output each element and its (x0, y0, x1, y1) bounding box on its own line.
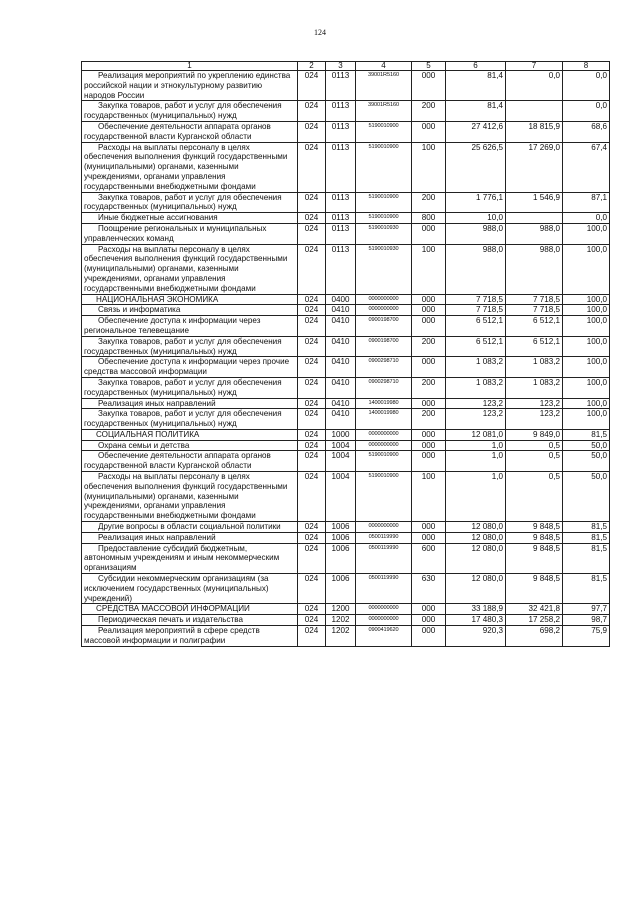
gr-code-cell: 024 (298, 223, 326, 244)
target-article-code-cell: 0000000000 (356, 615, 412, 626)
expense-name-cell: СОЦИАЛЬНАЯ ПОЛИТИКА (82, 429, 298, 440)
expense-type-code-cell: 000 (412, 604, 446, 615)
planned-amount-cell: 10,0 (446, 213, 506, 224)
actual-amount-cell: 123,2 (506, 409, 563, 430)
gr-code-cell: 024 (298, 244, 326, 294)
target-article-code-cell: 5190010900 (356, 192, 412, 213)
gr-code-cell: 024 (298, 440, 326, 451)
section-code-cell: 0410 (326, 316, 356, 337)
section-code-cell: 0410 (326, 398, 356, 409)
section-code-cell: 1202 (326, 615, 356, 626)
execution-percent-cell: 0,0 (563, 71, 610, 101)
expense-type-code-cell: 000 (412, 398, 446, 409)
gr-code-cell: 024 (298, 574, 326, 604)
expense-name-cell: Реализация иных направлений (82, 398, 298, 409)
expense-type-code-cell: 000 (412, 522, 446, 533)
execution-percent-cell: 67,4 (563, 142, 610, 192)
target-article-code-cell: 0900298710 (356, 357, 412, 378)
section-code-cell: 0410 (326, 377, 356, 398)
execution-percent-cell: 100,0 (563, 305, 610, 316)
execution-percent-cell: 81,5 (563, 532, 610, 543)
actual-amount-cell: 1 083,2 (506, 357, 563, 378)
expense-type-code-cell: 000 (412, 223, 446, 244)
section-code-cell: 1006 (326, 543, 356, 573)
gr-code-cell: 024 (298, 213, 326, 224)
table-row (82, 532, 610, 543)
table-row (82, 377, 610, 398)
execution-percent-cell: 75,9 (563, 626, 610, 647)
expense-type-code-cell: 000 (412, 357, 446, 378)
planned-amount-cell: 1 083,2 (446, 357, 506, 378)
gr-code-cell: 024 (298, 522, 326, 533)
target-article-code-cell: 0500119990 (356, 532, 412, 543)
expense-type-code-cell: 200 (412, 192, 446, 213)
gr-code-cell: 024 (298, 409, 326, 430)
planned-amount-cell: 1 083,2 (446, 377, 506, 398)
expense-type-code-cell: 000 (412, 615, 446, 626)
target-article-code-cell: 1400019980 (356, 398, 412, 409)
section-code-cell: 0410 (326, 305, 356, 316)
actual-amount-cell: 1 546,9 (506, 192, 563, 213)
gr-code-cell: 024 (298, 377, 326, 398)
expense-name-cell: Обеспечение деятельности аппарата органов государственной власти Курганской области (82, 451, 298, 472)
actual-amount-cell: 7 718,5 (506, 305, 563, 316)
target-article-code-cell: 0500119990 (356, 543, 412, 573)
gr-code-cell: 024 (298, 543, 326, 573)
execution-percent-cell: 100,0 (563, 223, 610, 244)
section-code-cell: 1006 (326, 532, 356, 543)
target-article-code-cell: 39001R5160 (356, 71, 412, 101)
planned-amount-cell: 988,0 (446, 244, 506, 294)
expense-type-code-cell: 000 (412, 305, 446, 316)
section-code-cell: 0410 (326, 357, 356, 378)
budget-table (81, 61, 610, 647)
execution-percent-cell: 50,0 (563, 451, 610, 472)
column-header: 8 (563, 62, 610, 71)
expense-name-cell: Реализация мероприятий по укреплению единства российской нации и этнокультурному развитию народов России (82, 71, 298, 101)
actual-amount-cell: 9 848,5 (506, 574, 563, 604)
section-code-cell: 0113 (326, 192, 356, 213)
target-article-code-cell: 0000000000 (356, 522, 412, 533)
table-row (82, 451, 610, 472)
section-code-cell: 1006 (326, 522, 356, 533)
expense-type-code-cell: 000 (412, 316, 446, 337)
table-row (82, 192, 610, 213)
target-article-code-cell: 5190010900 (356, 451, 412, 472)
expense-type-code-cell: 800 (412, 213, 446, 224)
gr-code-cell: 024 (298, 451, 326, 472)
table-row (82, 223, 610, 244)
target-article-code-cell: 0900198700 (356, 336, 412, 357)
expense-type-code-cell: 000 (412, 532, 446, 543)
target-article-code-cell: 0000000000 (356, 294, 412, 305)
expense-name-cell: Реализация иных направлений (82, 532, 298, 543)
actual-amount-cell: 7 718,5 (506, 294, 563, 305)
planned-amount-cell: 27 412,6 (446, 121, 506, 142)
column-header: 6 (446, 62, 506, 71)
actual-amount-cell: 988,0 (506, 244, 563, 294)
section-code-cell: 0113 (326, 223, 356, 244)
section-code-cell: 1004 (326, 440, 356, 451)
expense-name-cell: Охрана семьи и детства (82, 440, 298, 451)
column-header: 2 (298, 62, 326, 71)
expense-type-code-cell: 000 (412, 294, 446, 305)
expense-name-cell: Закупка товаров, работ и услуг для обеспечения государственных (муниципальных) нужд (82, 409, 298, 430)
table-row (82, 522, 610, 533)
expense-type-code-cell: 200 (412, 101, 446, 122)
target-article-code-cell: 0900298710 (356, 377, 412, 398)
planned-amount-cell: 1,0 (446, 440, 506, 451)
execution-percent-cell: 97,7 (563, 604, 610, 615)
table-row (82, 574, 610, 604)
gr-code-cell: 024 (298, 604, 326, 615)
expense-name-cell: Обеспечение деятельности аппарата органов государственной власти Курганской области (82, 121, 298, 142)
expense-type-code-cell: 100 (412, 142, 446, 192)
expense-name-cell: Другие вопросы в области социальной политики (82, 522, 298, 533)
expense-name-cell: Реализация мероприятий в сфере средств массовой информации и полиграфии (82, 626, 298, 647)
planned-amount-cell: 988,0 (446, 223, 506, 244)
gr-code-cell: 024 (298, 294, 326, 305)
section-code-cell: 0113 (326, 142, 356, 192)
gr-code-cell: 024 (298, 615, 326, 626)
target-article-code-cell: 0900198700 (356, 316, 412, 337)
planned-amount-cell: 7 718,5 (446, 305, 506, 316)
execution-percent-cell: 100,0 (563, 377, 610, 398)
section-code-cell: 0113 (326, 121, 356, 142)
expense-type-code-cell: 000 (412, 451, 446, 472)
execution-percent-cell: 100,0 (563, 357, 610, 378)
target-article-code-cell: 5190010900 (356, 121, 412, 142)
execution-percent-cell: 98,7 (563, 615, 610, 626)
actual-amount-cell: 9 848,5 (506, 522, 563, 533)
execution-percent-cell: 100,0 (563, 398, 610, 409)
target-article-code-cell: 5190010930 (356, 223, 412, 244)
gr-code-cell: 024 (298, 357, 326, 378)
planned-amount-cell: 1,0 (446, 472, 506, 522)
actual-amount-cell (506, 101, 563, 122)
execution-percent-cell: 100,0 (563, 316, 610, 337)
section-code-cell: 1004 (326, 472, 356, 522)
execution-percent-cell: 100,0 (563, 294, 610, 305)
execution-percent-cell: 81,5 (563, 522, 610, 533)
gr-code-cell: 024 (298, 472, 326, 522)
section-code-cell: 0113 (326, 244, 356, 294)
actual-amount-cell: 0,5 (506, 451, 563, 472)
gr-code-cell: 024 (298, 626, 326, 647)
actual-amount-cell: 1 083,2 (506, 377, 563, 398)
expense-type-code-cell: 200 (412, 377, 446, 398)
execution-percent-cell: 0,0 (563, 101, 610, 122)
gr-code-cell: 024 (298, 305, 326, 316)
execution-percent-cell: 100,0 (563, 244, 610, 294)
target-article-code-cell: 0000000000 (356, 440, 412, 451)
table-row (82, 626, 610, 647)
execution-percent-cell: 87,1 (563, 192, 610, 213)
expense-type-code-cell: 200 (412, 336, 446, 357)
expense-name-cell: Расходы на выплаты персоналу в целях обеспечения выполнения функций государственными (муниципальными) органами, казенными учреждениями, органами управления государственными внебюджетными фондами (82, 472, 298, 522)
planned-amount-cell: 123,2 (446, 398, 506, 409)
planned-amount-cell: 920,3 (446, 626, 506, 647)
table-row (82, 429, 610, 440)
table-row (82, 615, 610, 626)
expense-type-code-cell: 200 (412, 409, 446, 430)
column-header: 3 (326, 62, 356, 71)
expense-type-code-cell: 100 (412, 472, 446, 522)
target-article-code-cell: 5190010900 (356, 213, 412, 224)
table-row (82, 142, 610, 192)
gr-code-cell: 024 (298, 142, 326, 192)
execution-percent-cell: 50,0 (563, 440, 610, 451)
column-header: 5 (412, 62, 446, 71)
column-header: 1 (82, 62, 298, 71)
gr-code-cell: 024 (298, 121, 326, 142)
planned-amount-cell: 81,4 (446, 101, 506, 122)
gr-code-cell: 024 (298, 532, 326, 543)
table-row (82, 472, 610, 522)
section-code-cell: 0410 (326, 409, 356, 430)
execution-percent-cell: 68,6 (563, 121, 610, 142)
table-row (82, 71, 610, 101)
expense-name-cell: СРЕДСТВА МАССОВОЙ ИНФОРМАЦИИ (82, 604, 298, 615)
planned-amount-cell: 12 080,0 (446, 543, 506, 573)
expense-name-cell: Закупка товаров, работ и услуг для обеспечения государственных (муниципальных) нужд (82, 192, 298, 213)
section-code-cell: 0113 (326, 101, 356, 122)
planned-amount-cell: 1,0 (446, 451, 506, 472)
planned-amount-cell: 17 480,3 (446, 615, 506, 626)
table-row (82, 543, 610, 573)
execution-percent-cell: 81,5 (563, 543, 610, 573)
expense-name-cell: Периодическая печать и издательства (82, 615, 298, 626)
gr-code-cell: 024 (298, 101, 326, 122)
planned-amount-cell: 25 626,5 (446, 142, 506, 192)
target-article-code-cell: 1400019980 (356, 409, 412, 430)
actual-amount-cell: 6 512,1 (506, 316, 563, 337)
section-code-cell: 1200 (326, 604, 356, 615)
gr-code-cell: 024 (298, 316, 326, 337)
table-row (82, 101, 610, 122)
execution-percent-cell: 81,5 (563, 429, 610, 440)
expense-type-code-cell: 000 (412, 429, 446, 440)
expense-name-cell: Предоставление субсидий бюджетным, автономным учреждениям и иным некоммерческим организациям (82, 543, 298, 573)
expense-name-cell: Поощрение региональных и муниципальных управленческих команд (82, 223, 298, 244)
expense-name-cell: Закупка товаров, работ и услуг для обеспечения государственных (муниципальных) нужд (82, 336, 298, 357)
target-article-code-cell: 0000000000 (356, 604, 412, 615)
actual-amount-cell: 698,2 (506, 626, 563, 647)
expense-name-cell: Субсидии некоммерческим организациям (за исключением государственных (муниципальных) учреждений) (82, 574, 298, 604)
gr-code-cell: 024 (298, 398, 326, 409)
target-article-code-cell: 0000000000 (356, 429, 412, 440)
execution-percent-cell: 50,0 (563, 472, 610, 522)
planned-amount-cell: 12 080,0 (446, 574, 506, 604)
expense-type-code-cell: 000 (412, 121, 446, 142)
table-row (82, 316, 610, 337)
actual-amount-cell: 6 512,1 (506, 336, 563, 357)
actual-amount-cell: 18 815,9 (506, 121, 563, 142)
planned-amount-cell: 12 081,0 (446, 429, 506, 440)
section-code-cell: 1202 (326, 626, 356, 647)
target-article-code-cell: 5190010900 (356, 142, 412, 192)
expense-type-code-cell: 600 (412, 543, 446, 573)
table-row (82, 440, 610, 451)
planned-amount-cell: 6 512,1 (446, 336, 506, 357)
actual-amount-cell: 17 258,2 (506, 615, 563, 626)
table-row (82, 213, 610, 224)
expense-name-cell: Закупка товаров, работ и услуг для обеспечения государственных (муниципальных) нужд (82, 377, 298, 398)
actual-amount-cell: 9 849,0 (506, 429, 563, 440)
target-article-code-cell: 0000000000 (356, 305, 412, 316)
actual-amount-cell: 0,5 (506, 440, 563, 451)
planned-amount-cell: 81,4 (446, 71, 506, 101)
table-row (82, 409, 610, 430)
execution-percent-cell: 100,0 (563, 336, 610, 357)
actual-amount-cell: 0,5 (506, 472, 563, 522)
expense-name-cell: Закупка товаров, работ и услуг для обеспечения государственных (муниципальных) нужд (82, 101, 298, 122)
planned-amount-cell: 33 188,9 (446, 604, 506, 615)
planned-amount-cell: 123,2 (446, 409, 506, 430)
execution-percent-cell: 0,0 (563, 213, 610, 224)
planned-amount-cell: 1 776,1 (446, 192, 506, 213)
expense-name-cell: Обеспечение доступа к информации через прочие средства массовой информации (82, 357, 298, 378)
planned-amount-cell: 12 080,0 (446, 532, 506, 543)
column-header-row (82, 62, 610, 71)
budget-table-body (82, 62, 610, 647)
table-row (82, 121, 610, 142)
table-row (82, 336, 610, 357)
planned-amount-cell: 7 718,5 (446, 294, 506, 305)
expense-name-cell: Обеспечение доступа к информации через региональное телевещание (82, 316, 298, 337)
actual-amount-cell: 123,2 (506, 398, 563, 409)
table-row (82, 294, 610, 305)
section-code-cell: 0113 (326, 71, 356, 101)
actual-amount-cell: 9 848,5 (506, 532, 563, 543)
gr-code-cell: 024 (298, 429, 326, 440)
target-article-code-cell: 5190010930 (356, 244, 412, 294)
section-code-cell: 1004 (326, 451, 356, 472)
actual-amount-cell: 988,0 (506, 223, 563, 244)
table-row (82, 398, 610, 409)
table-row (82, 604, 610, 615)
actual-amount-cell: 17 269,0 (506, 142, 563, 192)
table-row (82, 305, 610, 316)
section-code-cell: 1006 (326, 574, 356, 604)
expense-name-cell: Иные бюджетные ассигнования (82, 213, 298, 224)
column-header: 7 (506, 62, 563, 71)
gr-code-cell: 024 (298, 192, 326, 213)
planned-amount-cell: 12 080,0 (446, 522, 506, 533)
target-article-code-cell: 39001R5160 (356, 101, 412, 122)
actual-amount-cell (506, 213, 563, 224)
target-article-code-cell: 0500119990 (356, 574, 412, 604)
expense-name-cell: Связь и информатика (82, 305, 298, 316)
expense-type-code-cell: 000 (412, 440, 446, 451)
gr-code-cell: 024 (298, 71, 326, 101)
actual-amount-cell: 9 848,5 (506, 543, 563, 573)
expense-name-cell: Расходы на выплаты персоналу в целях обеспечения выполнения функций государственными (муниципальными) органами, казенными учреждениями, органами управления государственными внебюджетными фондами (82, 244, 298, 294)
actual-amount-cell: 32 421,8 (506, 604, 563, 615)
section-code-cell: 0400 (326, 294, 356, 305)
page-number: 124 (314, 28, 326, 37)
execution-percent-cell: 100,0 (563, 409, 610, 430)
expense-type-code-cell: 630 (412, 574, 446, 604)
actual-amount-cell: 0,0 (506, 71, 563, 101)
section-code-cell: 0410 (326, 336, 356, 357)
section-code-cell: 1000 (326, 429, 356, 440)
planned-amount-cell: 6 512,1 (446, 316, 506, 337)
expense-name-cell: НАЦИОНАЛЬНАЯ ЭКОНОМИКА (82, 294, 298, 305)
column-header: 4 (356, 62, 412, 71)
expense-type-code-cell: 000 (412, 71, 446, 101)
gr-code-cell: 024 (298, 336, 326, 357)
section-code-cell: 0113 (326, 213, 356, 224)
table-row (82, 244, 610, 294)
expense-name-cell: Расходы на выплаты персоналу в целях обеспечения выполнения функций государственными (муниципальными) органами, казенными учреждениями, органами управления государственными внебюджетными фондами (82, 142, 298, 192)
execution-percent-cell: 81,5 (563, 574, 610, 604)
table-row (82, 357, 610, 378)
target-article-code-cell: 0900419620 (356, 626, 412, 647)
expense-type-code-cell: 000 (412, 626, 446, 647)
target-article-code-cell: 5190010900 (356, 472, 412, 522)
expense-type-code-cell: 100 (412, 244, 446, 294)
